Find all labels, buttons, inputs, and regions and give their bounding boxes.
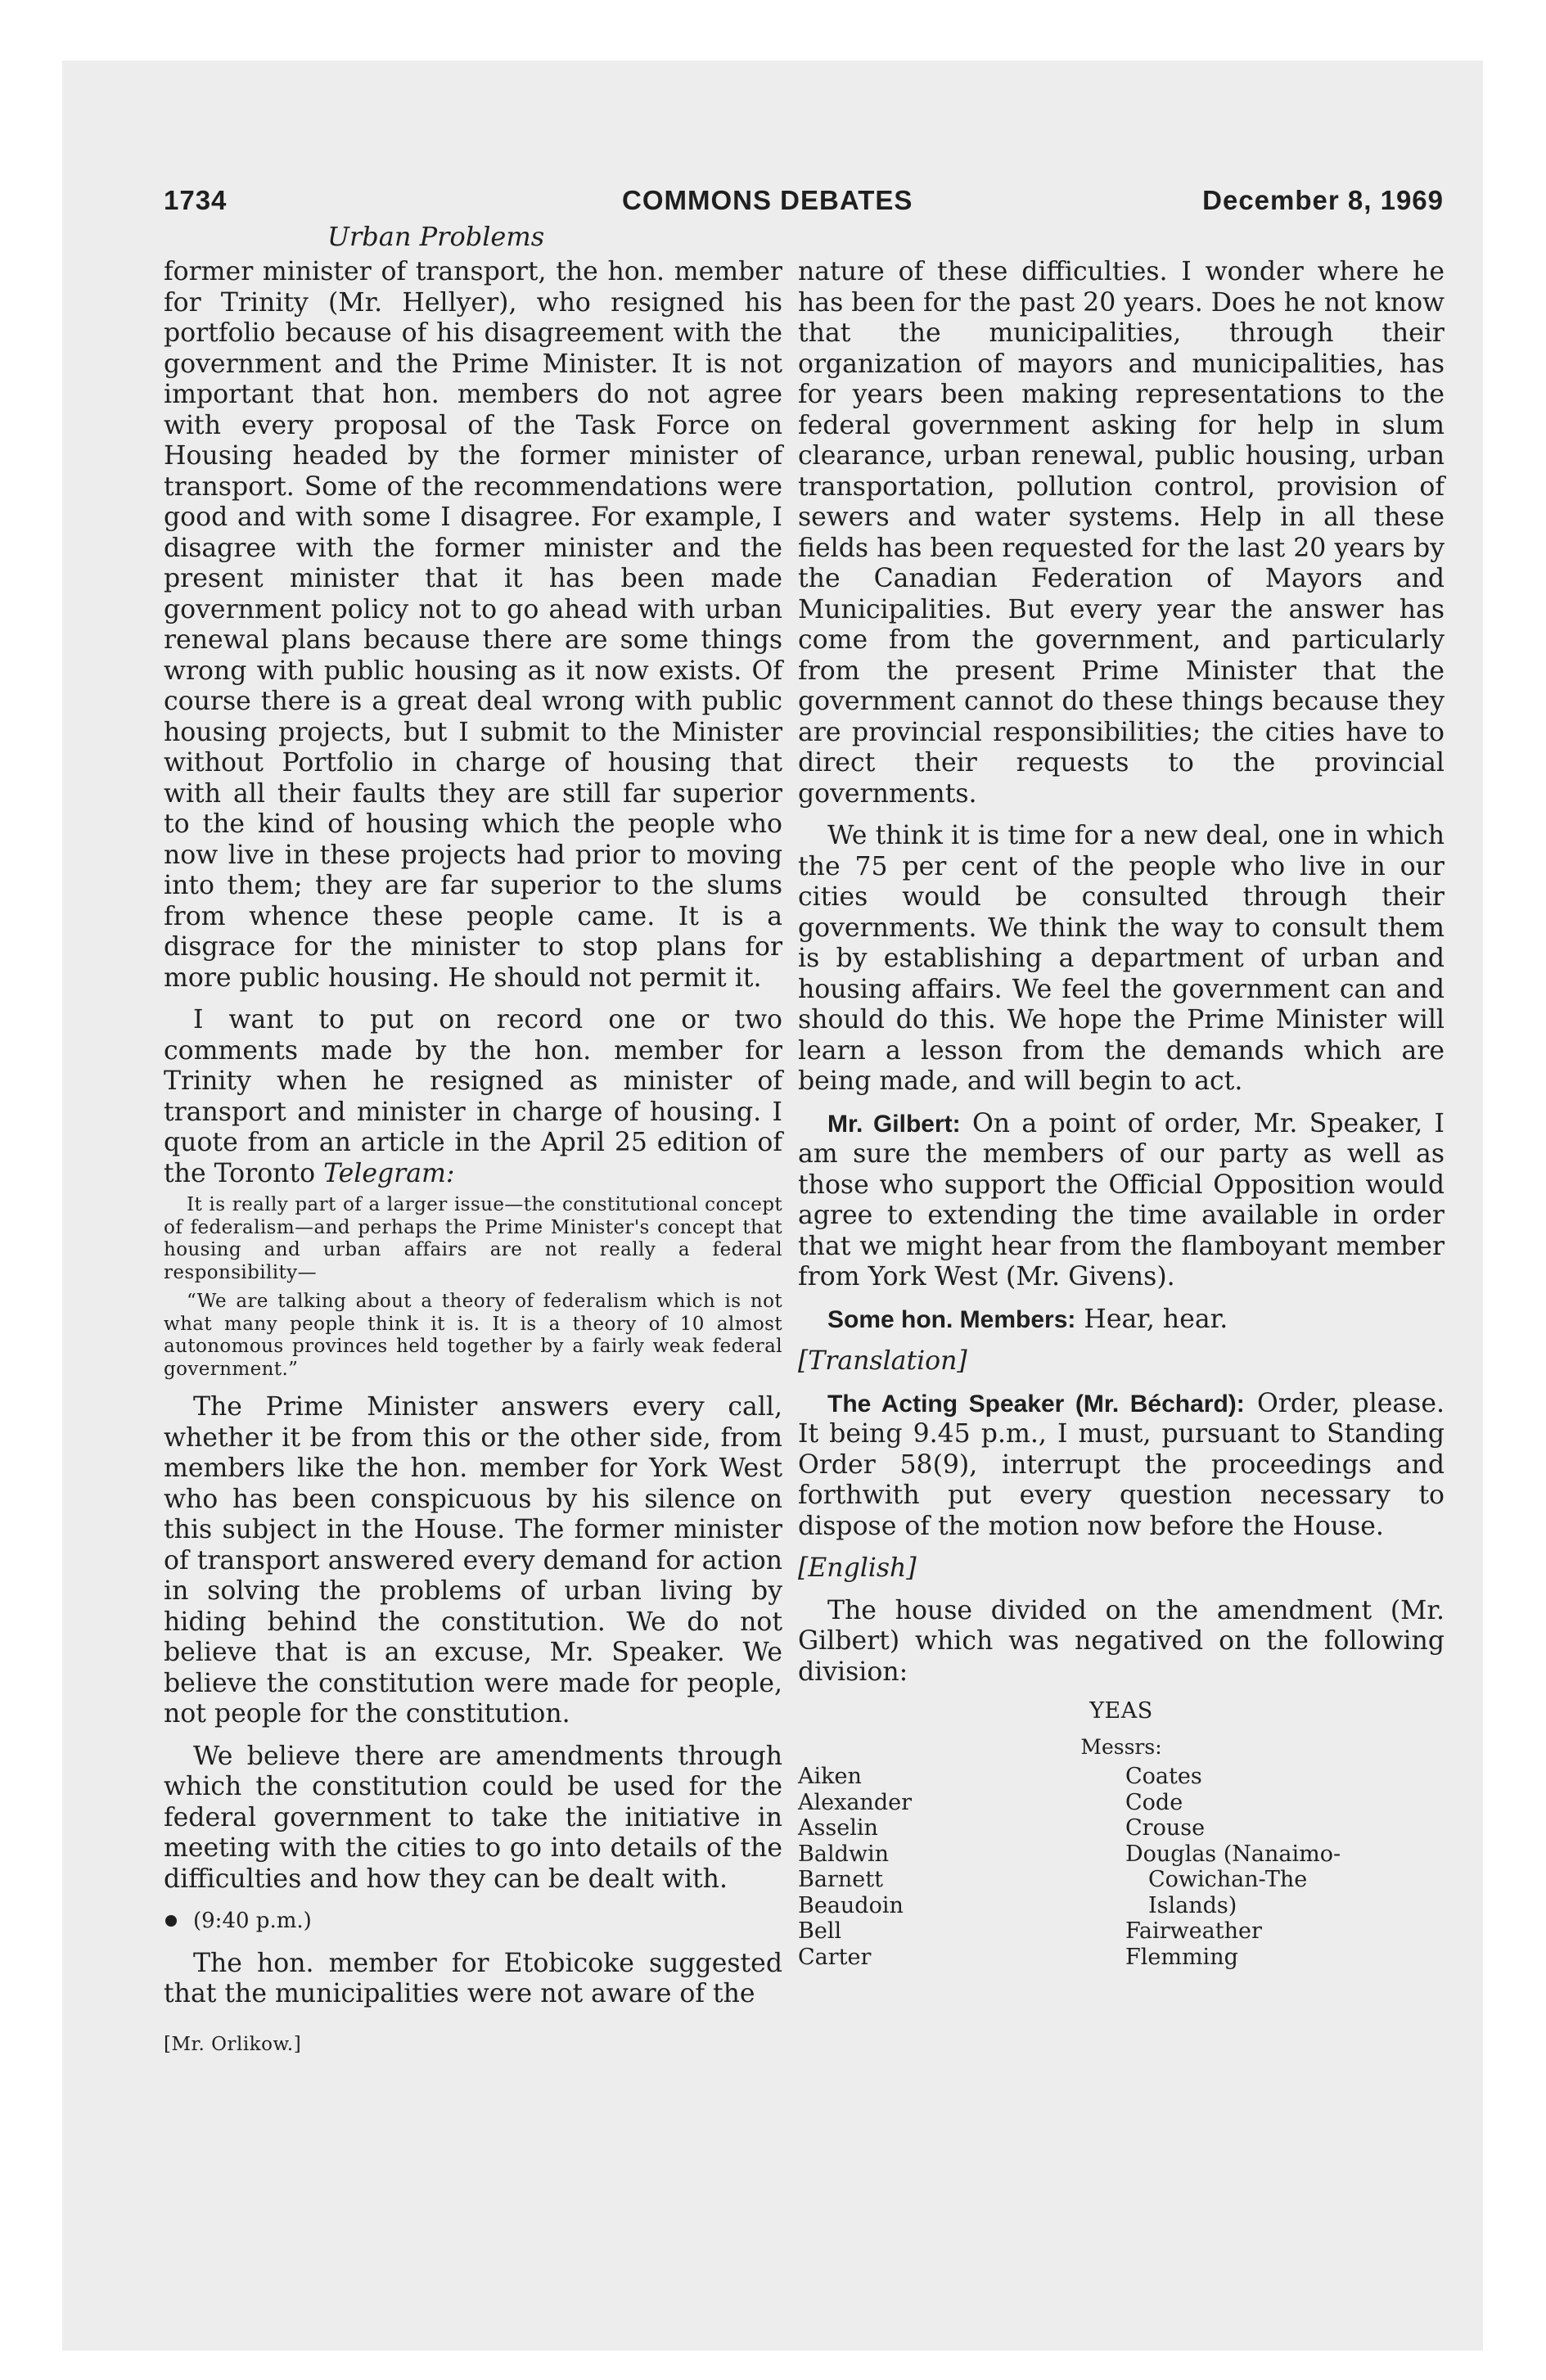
- speaker-name: Some hon. Members:: [827, 1305, 1076, 1333]
- language-tag: [English]: [798, 1553, 917, 1583]
- member-name: Coates: [1125, 1764, 1202, 1789]
- paragraph: The house divided on the amendment (Mr. Gilbert) which was negatived on the following division:: [798, 1595, 1445, 1687]
- member-name: Code: [1125, 1789, 1183, 1815]
- speaker-signature: [Mr. Orlikow.]: [164, 2033, 302, 2055]
- paragraph-text: Order, please. It being 9.45 p.m., I must, pursuant to Standing Order 58(9), interrupt the proceedings and forthwith put every question necessary to dispose of the motion now before the House.: [798, 1388, 1445, 1541]
- member-name: Baldwin: [798, 1841, 889, 1867]
- member-name: Alexander: [798, 1789, 912, 1815]
- member-name: Flemming: [1125, 1944, 1238, 1970]
- paragraph: The hon. member for Etobicoke suggested that the municipalities were not aware of the: [164, 1948, 782, 2008]
- member-name: Barnett: [798, 1867, 883, 1892]
- paragraph: [164, 1005, 782, 1189]
- language-tag: [Translation]: [798, 1346, 967, 1376]
- member-name: Carter: [798, 1944, 872, 1970]
- member-name: Beaudoin: [798, 1892, 904, 1918]
- names-column-2: [1125, 1764, 1341, 1970]
- paragraph: We think it is time for a new deal, one in which the 75 per cent of the people who live in our cities would be consulted through their governments. We think the way to consult them is by establishing a department of urban and housing affairs. We feel the government can and should do this. We hope the Prime Minister will learn a lesson from the demands which are being made, and will begin to act.: [798, 821, 1445, 1096]
- section-subject: Urban Problems: [327, 221, 545, 252]
- issue-date: December 8, 1969: [1202, 185, 1444, 215]
- member-name: Douglas (Nanaimo-: [1125, 1841, 1341, 1867]
- quote-paragraph: It is really part of a larger issue—the constitutional concept of federalism—and perhaps the Prime Minister's concept that housing and urban affairs are not really a federal responsibility—: [164, 1194, 782, 1283]
- time-marker: [164, 1906, 782, 1937]
- speaker-name: Mr. Gilbert:: [827, 1110, 961, 1138]
- paragraph: [798, 1305, 1445, 1336]
- bullet-icon: [165, 1915, 177, 1927]
- member-name: Crouse: [1125, 1815, 1206, 1841]
- paragraph: former minister of transport, the hon. member for Trinity (Mr. Hellyer), who resigned his portfolio because of his disagreement with the government and the Prime Minister. It is not important that hon. members do not agree with every proposal of the Task Force on Housing headed by the former minister of transport. Some of the recommendations were good and with some I disagree. For example, I disagree with the former minister and the present minister that it has been made government policy not to go ahead with urban renewal plans because there are some things wrong with public housing as it now exists. Of course there is a great deal wrong with public housing projects, but I submit to the Minister without Portfolio in charge of housing that with all their faults they are still far superior to the kind of housing which the people who now live in these projects had prior to moving into them; they are far superior to the slums from whence these people came. It is a disgrace for the minister to stop plans for more public housing. He should not permit it.: [164, 257, 782, 993]
- paragraph: The Prime Minister answers every call, whether it be from this or the other side, from members like the hon. member for York West who has been conspicuous by his silence on this subject in the House. The former minister of transport answered every demand for action in solving the problems of urban living by hiding behind the constitution. We do not believe that is an excuse, Mr. Speaker. We believe the constitution were made for people, not people for the constitution.: [164, 1392, 782, 1729]
- hansard-page: [164, 185, 1444, 2166]
- paragraph-text: On a point of order, Mr. Speaker, I am sure the members of our party as well as those who support the Official Opposition would agree to extending the time available in order that we might hear from the flamboyant member from York West (Mr. Givens).: [798, 1108, 1445, 1291]
- division-heading: YEAS: [1089, 1698, 1153, 1724]
- newspaper-name: Telegram:: [323, 1158, 455, 1188]
- member-name: Cowichan-The: [1148, 1867, 1308, 1892]
- division-subheading: Messrs:: [1080, 1734, 1162, 1759]
- names-column-1: [798, 1764, 912, 1970]
- member-name: Fairweather: [1125, 1918, 1262, 1944]
- right-column: [798, 257, 1445, 1968]
- member-name: Islands): [1148, 1892, 1237, 1918]
- paragraph: We believe there are amendments through which the constitution could be used for the federal government to take the initiative in meeting with the cities to go into details of the difficulties and how they can be dealt with.: [164, 1741, 782, 1894]
- paragraph-text: Hear, hear.: [1084, 1304, 1228, 1334]
- page-number: 1734: [164, 185, 228, 215]
- time-text: (9:40 p.m.): [193, 1909, 312, 1933]
- speaker-name: The Acting Speaker (Mr. Béchard):: [827, 1390, 1245, 1418]
- publication-title: COMMONS DEBATES: [622, 185, 913, 215]
- member-name: Aiken: [798, 1764, 862, 1789]
- paragraph-text: I want to put on record one or two comments made by the hon. member for Trinity when he resigned as minister of transport and minister in charge of housing. I quote from an article in the April 25 edition of the Toronto: [164, 1005, 782, 1188]
- paragraph: [798, 1109, 1445, 1293]
- paragraph: [798, 1389, 1445, 1543]
- member-name: Asselin: [798, 1815, 878, 1841]
- block-quote: [164, 1194, 782, 1381]
- member-name: Bell: [798, 1918, 842, 1944]
- left-column: [164, 257, 782, 2060]
- paragraph: nature of these difficulties. I wonder where he has been for the past 20 years. Does he not know that the municipalities, through their organization of mayors and municipalities, has for years been making representations to the federal government asking for help in slum clearance, urban renewal, public housing, urban transportation, pollution control, provision of sewers and water systems. Help in all these fields has been requested for the last 20 years by the Canadian Federation of Mayors and Municipalities. But every year the answer has come from the government, and particularly from the present Prime Minister that the government cannot do these things because they are provincial responsibilities; the cities have to direct their requests to the provincial governments.: [798, 257, 1445, 809]
- division-list: [798, 1764, 1445, 1968]
- quote-paragraph: “We are talking about a theory of federalism which is not what many people think it is. It is a theory of 10 almost autonomous provinces held together by a fairly weak federal government.”: [164, 1291, 782, 1380]
- running-head: [164, 185, 1444, 218]
